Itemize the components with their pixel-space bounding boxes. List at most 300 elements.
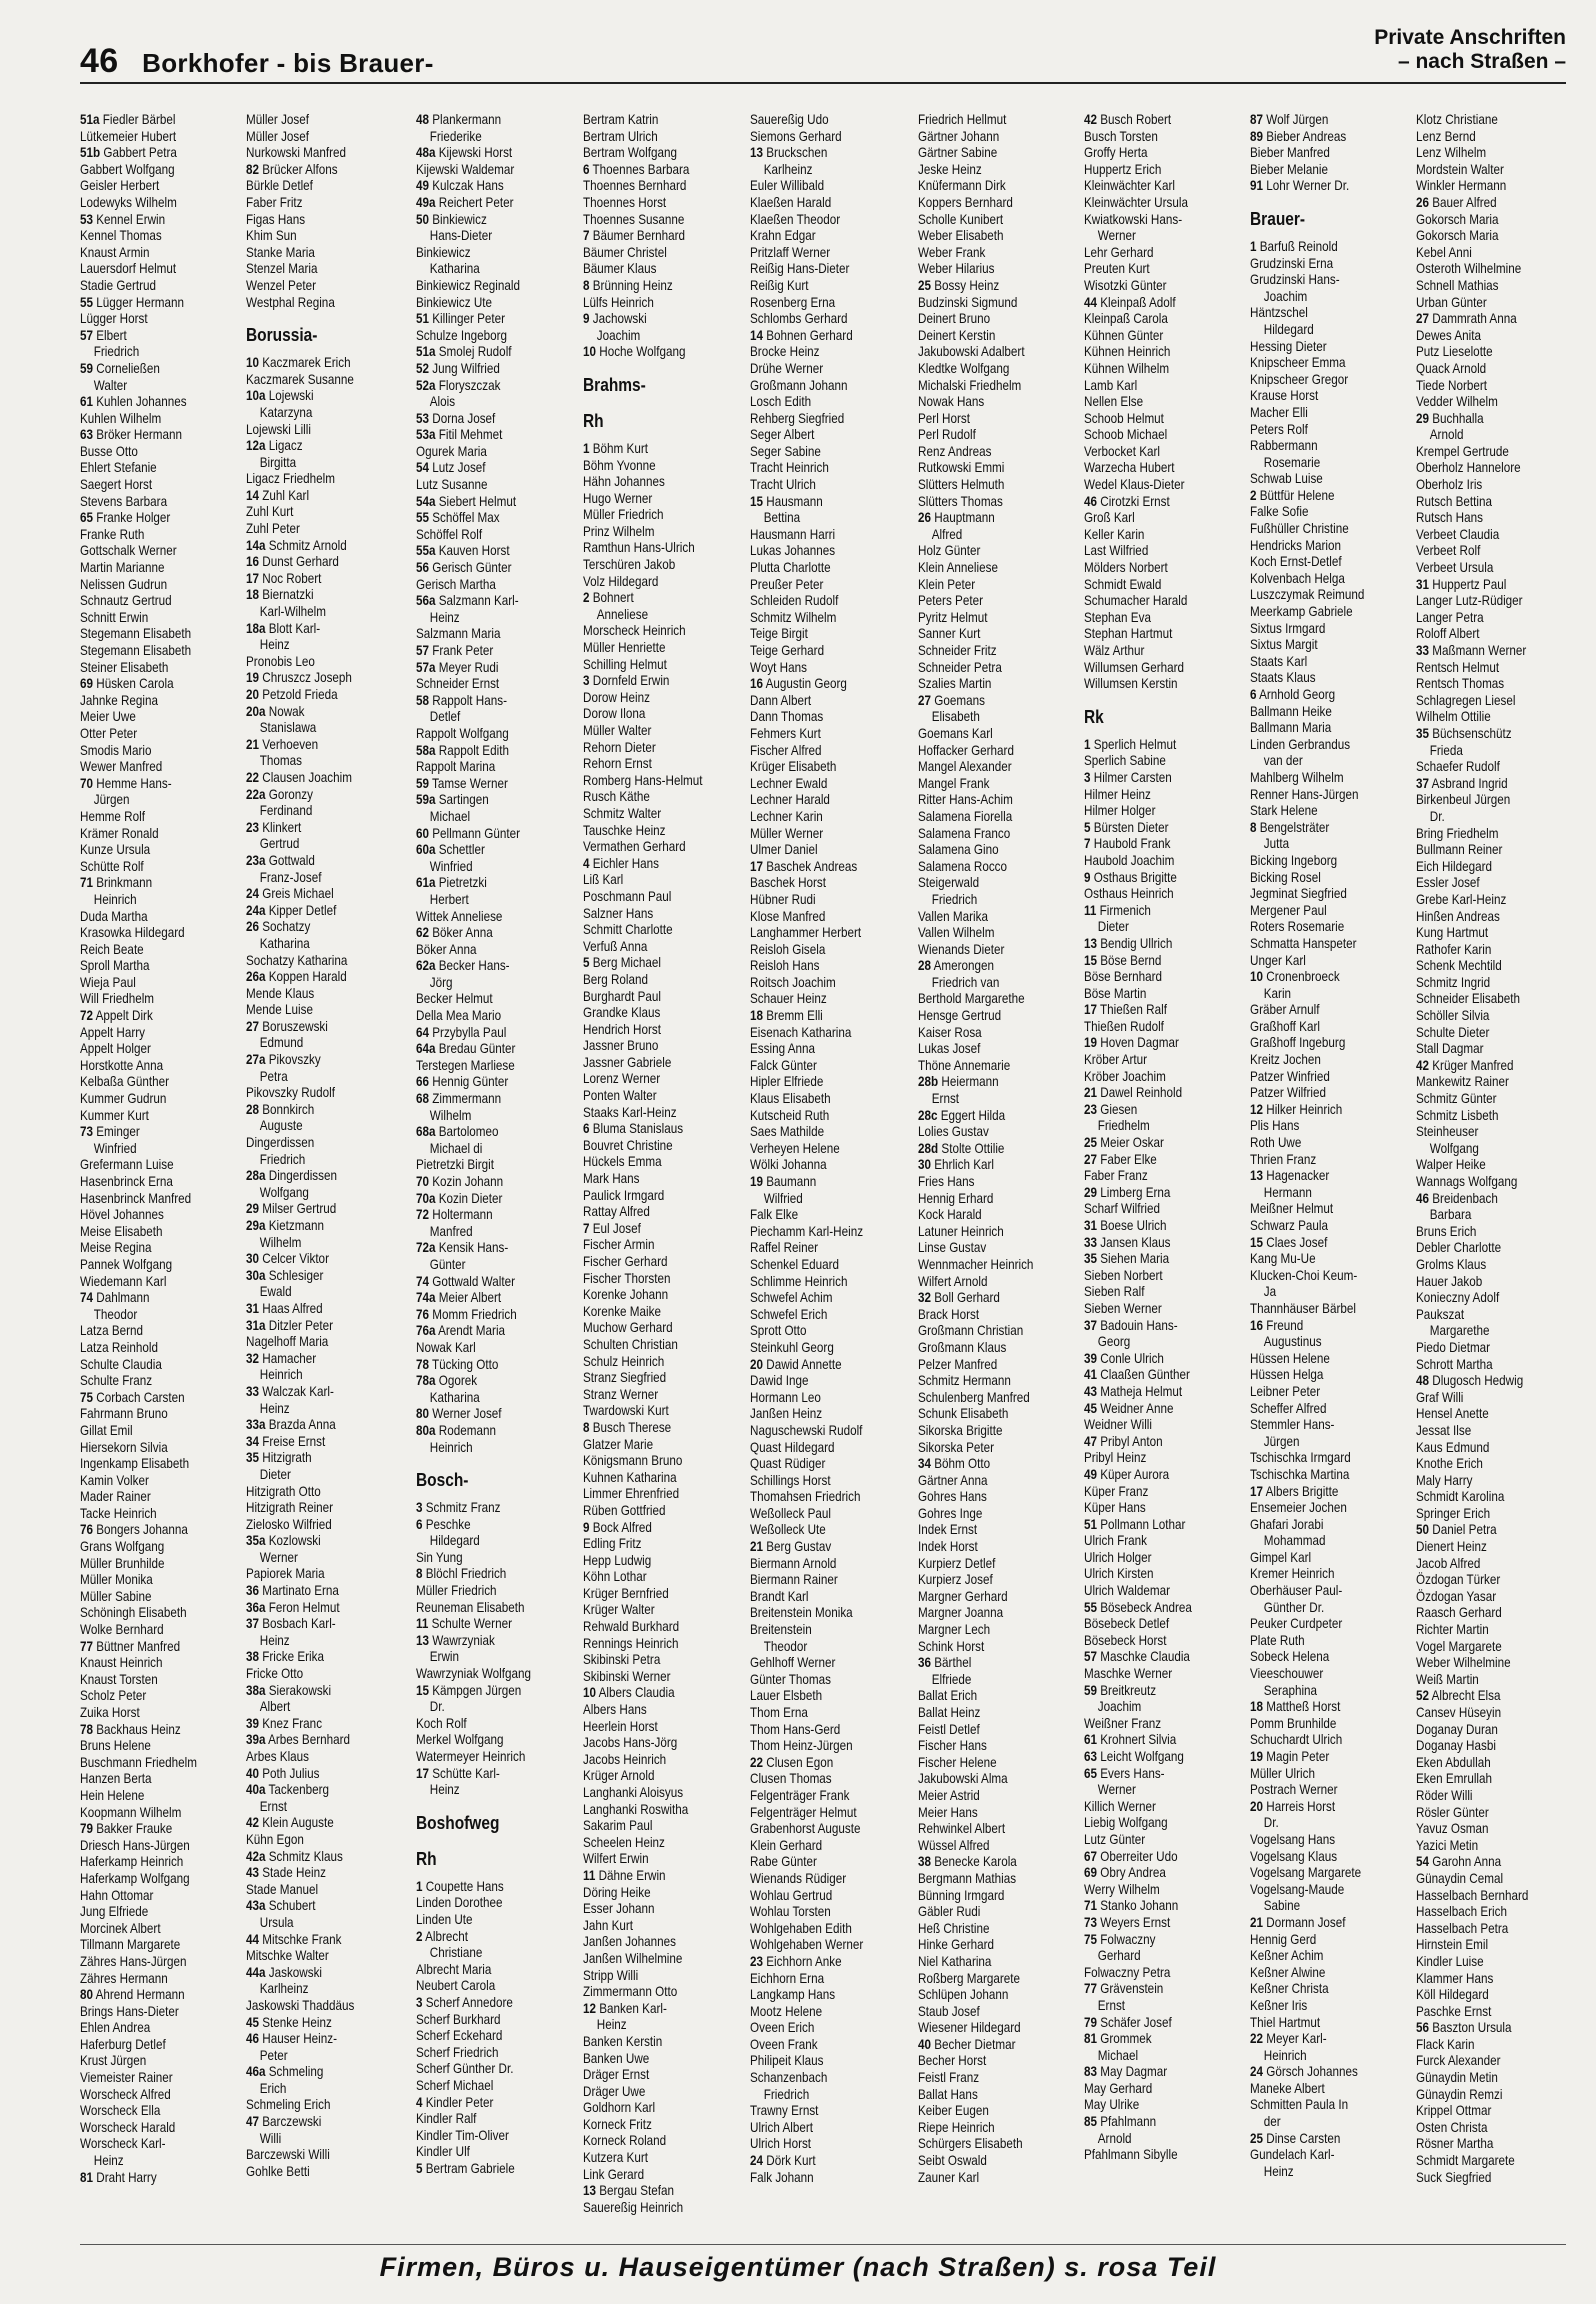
resident-entry: Wiedemann Karl — [80, 1273, 167, 1289]
house-number: 68 — [416, 1091, 430, 1107]
resident-entry: Gerisch Martha — [416, 576, 496, 592]
resident-entry: Döring Heike — [583, 1884, 651, 1900]
resident-entry: 27 Faber Elke — [1084, 1151, 1157, 1167]
resident-entry: 24 Greis Michael — [246, 886, 334, 902]
resident-entry: Falk Elke — [750, 1207, 799, 1223]
resident-entry: Schlagregen Liesel — [1416, 692, 1516, 708]
resident-entry: Hemme Rolf — [80, 808, 145, 824]
resident-entry: Pomm Brunhilde — [1250, 1715, 1337, 1731]
entry-continuation: Theodor — [93, 1306, 138, 1322]
resident-entry: Schmitz Günter — [1416, 1091, 1497, 1107]
resident-entry: Langhammer Herbert — [750, 925, 862, 941]
resident-entry: Trawny Ernst — [750, 2103, 819, 2119]
resident-entry: Köhn Lothar — [583, 1569, 647, 1585]
resident-entry: 22 Clusen Egon — [750, 1754, 834, 1770]
entry-continuation: Heinz — [429, 1782, 460, 1798]
resident-entry: Klaeßen Theodor — [750, 211, 841, 227]
resident-entry: 29 Milser Gertrud — [246, 1201, 337, 1217]
resident-entry: Vermathen Gerhard — [583, 839, 686, 855]
resident-entry: Latza Bernd — [80, 1323, 144, 1339]
resident-entry: Martin Marianne — [80, 560, 165, 576]
resident-entry: Schillings Horst — [750, 1472, 831, 1488]
resident-entry: Indek Horst — [918, 1539, 978, 1555]
resident-entry: 28b Heiermann — [918, 1074, 999, 1090]
resident-entry: 18 Mattheß Horst — [1250, 1699, 1341, 1715]
resident-entry: Reich Beate — [80, 941, 144, 957]
resident-entry: Schmitz Lisbeth — [1416, 1107, 1499, 1123]
resident-entry: 34 Freise Ernst — [246, 1433, 326, 1449]
resident-entry: Graf Willi — [1416, 1389, 1464, 1405]
resident-entry: Weidner Willi — [1084, 1417, 1152, 1433]
resident-entry: Wewer Manfred — [80, 759, 163, 775]
entry-continuation: Karlheinz — [259, 1981, 309, 1997]
resident-entry: Eich Hildegard — [1416, 858, 1493, 874]
entry-continuation: Alois — [429, 394, 456, 410]
resident-entry: 28c Eggert Hilda — [918, 1107, 1006, 1123]
resident-entry: 6 Thoennes Barbara — [583, 161, 690, 177]
house-number: 77 — [80, 1638, 94, 1654]
resident-entry: Stanke Maria — [246, 244, 315, 260]
resident-entry: Thoennes Horst — [583, 194, 667, 210]
house-number: 45 — [246, 2014, 260, 2030]
house-number: 48 — [1416, 1373, 1430, 1389]
resident-entry: Häntzschel — [1250, 305, 1308, 321]
entry-continuation: Katharina — [259, 935, 310, 951]
house-number: 13 — [583, 2183, 597, 2199]
resident-entry: Schöffel Rolf — [416, 526, 483, 542]
resident-entry: Thom Hans-Gerd — [750, 1721, 841, 1737]
resident-entry: 33 Walczak Karl- — [246, 1383, 334, 1399]
resident-entry: Jegminat Siegfried — [1250, 886, 1347, 902]
house-number: 59a — [416, 792, 436, 808]
resident-entry: Meerkamp Gabriele — [1250, 604, 1353, 620]
resident-entry: Röder Willi — [1416, 1787, 1473, 1803]
resident-entry: Lodewyks Wilhelm — [80, 194, 177, 210]
resident-entry: Groffy Herta — [1084, 145, 1148, 161]
entry-continuation: Jürgen — [93, 792, 130, 808]
resident-entry: Paukszat — [1416, 1306, 1465, 1322]
house-number: 5 — [1084, 819, 1091, 835]
resident-entry: Kaiser Rosa — [918, 1024, 982, 1040]
house-number: 4 — [583, 855, 590, 871]
entry-continuation: Ursula — [259, 1914, 294, 1930]
house-number: 18 — [246, 587, 260, 603]
resident-entry: Mangel Frank — [918, 775, 990, 791]
directory-column — [416, 112, 576, 2177]
resident-entry: Gäbler Rudi — [918, 1904, 981, 1920]
resident-entry: Roitsch Joachim — [750, 974, 836, 990]
resident-entry: Latza Reinhold — [80, 1339, 159, 1355]
resident-entry: Meier Astrid — [918, 1787, 980, 1803]
resident-entry: Rehorn Dieter — [583, 739, 656, 755]
resident-entry: Felgenträger Helmut — [750, 1804, 857, 1820]
resident-entry: Gottschalk Werner — [80, 543, 177, 559]
house-number: 30 — [246, 1251, 260, 1267]
resident-entry: 63 Bröker Hermann — [80, 427, 183, 443]
resident-entry: 58a Rappolt Edith — [416, 742, 509, 758]
house-number: 6 — [416, 1516, 423, 1532]
entry-continuation: Jürgen — [1263, 1433, 1300, 1449]
resident-entry: 27 Goemans — [918, 692, 985, 708]
resident-entry: Binkiewicz Reginald — [416, 277, 520, 293]
house-number: 12 — [583, 2000, 597, 2016]
resident-entry: Heß Christine — [918, 1920, 990, 1936]
resident-entry: Mankewitz Rainer — [1416, 1074, 1509, 1090]
resident-entry: 48 Dlugosch Hedwig — [1416, 1373, 1524, 1389]
resident-entry: 71 Stanko Johann — [1084, 1898, 1179, 1914]
house-number: 23 — [1084, 1101, 1098, 1117]
footer-rule — [80, 2244, 1566, 2245]
house-number: 9 — [583, 311, 590, 327]
resident-entry: Oveen Frank — [750, 2036, 818, 2052]
resident-entry: Hirnstein Emil — [1416, 1937, 1489, 1953]
house-number: 81 — [1084, 2031, 1098, 2047]
resident-entry: 45 Weidner Anne — [1084, 1400, 1174, 1416]
resident-entry: Müller Henriette — [583, 640, 666, 656]
house-number: 17 — [750, 858, 764, 874]
resident-entry: Haubold Joachim — [1084, 852, 1175, 868]
house-number: 16 — [1250, 1317, 1264, 1333]
resident-entry: 37 Asbrand Ingrid — [1416, 775, 1508, 791]
resident-entry: 8 Bengelsträter — [1250, 819, 1330, 835]
resident-entry: Fischer Alfred — [750, 742, 822, 758]
resident-entry: Stripp Willi — [583, 1967, 639, 1983]
resident-entry: 56 Gerisch Günter — [416, 560, 512, 576]
resident-entry: Graßhoff Ingeburg — [1250, 1035, 1346, 1051]
house-number: 18a — [246, 620, 266, 636]
resident-entry: 14a Schmitz Arnold — [246, 537, 347, 553]
house-number: 33 — [1084, 1234, 1098, 1250]
directory-column — [80, 112, 240, 2186]
resident-entry: Klaus Elisabeth — [750, 1091, 831, 1107]
resident-entry: 31 Huppertz Paul — [1416, 576, 1507, 592]
resident-entry: Krüger Arnold — [583, 1768, 655, 1784]
entry-continuation: Jutta — [1263, 836, 1290, 852]
resident-entry: Yavuz Osman — [1416, 1821, 1489, 1837]
resident-entry: Schulenberg Manfred — [918, 1389, 1030, 1405]
resident-entry: Ballmann Heike — [1250, 703, 1332, 719]
resident-entry: Hasselbach Petra — [1416, 1920, 1509, 1936]
resident-entry: 82 Brücker Alfons — [246, 161, 338, 177]
resident-entry: Oveen Erich — [750, 2020, 815, 2036]
resident-entry: Leibner Peter — [1250, 1383, 1321, 1399]
resident-entry: Kijewski Waldemar — [416, 161, 515, 177]
resident-entry: Lauersdorf Helmut — [80, 261, 177, 277]
resident-entry: Dräger Ernst — [583, 2067, 650, 2083]
house-number: 27 — [918, 692, 932, 708]
resident-entry: Maneke Albert — [1250, 2080, 1325, 2096]
resident-entry: Thrien Franz — [1250, 1151, 1317, 1167]
resident-entry: Stall Dagmar — [1416, 1041, 1484, 1057]
entry-continuation: Günther Dr. — [1263, 1599, 1325, 1615]
house-number: 22 — [750, 1754, 764, 1770]
house-number: 66 — [416, 1074, 430, 1090]
resident-entry: Worscheck Karl- — [80, 2136, 166, 2152]
resident-entry: 26 Sochatzy — [246, 919, 311, 935]
resident-entry: 15 Böse Bernd — [1084, 952, 1162, 968]
resident-entry: Merkel Wolfgang — [416, 1732, 504, 1748]
entry-continuation: Gertrud — [259, 836, 300, 852]
resident-entry: Worscheck Harald — [80, 2119, 176, 2135]
entry-continuation: Elfriede — [931, 1671, 972, 1687]
resident-entry: Stephan Eva — [1084, 609, 1151, 625]
entry-continuation: Detlef — [429, 709, 461, 725]
house-number: 7 — [583, 1220, 590, 1236]
resident-entry: 8 Busch Therese — [583, 1419, 672, 1435]
house-number: 17 — [246, 570, 260, 586]
resident-entry: Vieeschouwer — [1250, 1666, 1324, 1682]
resident-entry: 36 Bärthel — [918, 1655, 972, 1671]
resident-entry: Bösebeck Horst — [1084, 1632, 1167, 1648]
resident-entry: 9 Bock Alfred — [583, 1519, 652, 1535]
resident-entry: Hensel Anette — [1416, 1406, 1489, 1422]
resident-entry: Albers Hans — [583, 1702, 647, 1718]
resident-entry: Fricke Otto — [246, 1666, 304, 1682]
resident-entry: 59 Corneließen — [80, 360, 160, 376]
resident-entry: 43 Stade Heinz — [246, 1865, 326, 1881]
house-number: 1 — [416, 1878, 423, 1894]
resident-entry: Kelbaßa Günther — [80, 1074, 170, 1090]
resident-entry: Kindler Tim-Oliver — [416, 2127, 509, 2143]
resident-entry: 5 Berg Michael — [583, 955, 661, 971]
resident-entry: Müller Friedrich — [583, 507, 664, 523]
resident-entry: Geisler Herbert — [80, 178, 160, 194]
resident-entry: Grabenhorst Auguste — [750, 1821, 861, 1837]
entry-continuation: Friedrich van — [931, 974, 1000, 990]
resident-entry: 42 Klein Auguste — [246, 1815, 334, 1831]
resident-entry: 36 Martinato Erna — [246, 1583, 339, 1599]
resident-entry: Slütters Helmuth — [918, 477, 1005, 493]
resident-entry: Stranz Werner — [583, 1386, 659, 1402]
entry-continuation: Margarethe — [1429, 1323, 1490, 1339]
resident-entry: Ulrich Albert — [750, 2119, 814, 2135]
resident-entry: Stevens Barbara — [80, 493, 168, 509]
resident-entry: Roloff Albert — [1416, 626, 1480, 642]
resident-entry: Friedrich Hellmut — [918, 112, 1007, 127]
house-number: 28 — [918, 958, 932, 974]
house-number: 64 — [416, 1024, 430, 1040]
house-number: 30 — [918, 1157, 932, 1173]
resident-entry: Schnautz Gertrud — [80, 593, 172, 609]
resident-entry: Vogelsang-Maude — [1250, 1881, 1345, 1897]
resident-entry: 64a Bredau Günter — [416, 1041, 516, 1057]
resident-entry: 74 Dahlmann — [80, 1290, 150, 1306]
resident-entry: 13 Bergau Stefan — [583, 2183, 675, 2199]
resident-entry: Grudzinski Erna — [1250, 255, 1334, 271]
resident-entry: Schulten Christian — [583, 1336, 678, 1352]
resident-entry: Roßberg Margarete — [918, 1970, 1021, 1986]
resident-entry: Kremer Heinrich — [1250, 1566, 1335, 1582]
resident-entry: Kaczmarek Susanne — [246, 371, 354, 387]
house-number: 37 — [246, 1616, 260, 1632]
resident-entry: Biermann Arnold — [750, 1555, 837, 1571]
resident-entry: 71 Brinkmann — [80, 875, 153, 891]
resident-entry: 80 Werner Josef — [416, 1406, 502, 1422]
house-number: 57 — [80, 327, 94, 343]
house-number: 51b — [80, 145, 101, 161]
house-number: 61 — [1084, 1732, 1098, 1748]
resident-entry: 51a Smolej Rudolf — [416, 344, 512, 360]
resident-entry: Kurpierz Josef — [918, 1572, 993, 1588]
resident-entry: 29 Limberg Erna — [1084, 1184, 1171, 1200]
resident-entry: Franke Ruth — [80, 526, 145, 542]
house-number: 29 — [1084, 1184, 1098, 1200]
house-number: 14 — [750, 327, 764, 343]
resident-entry: Schenkel Eduard — [750, 1256, 840, 1272]
resident-entry: 72 Holtermann — [416, 1207, 493, 1223]
house-number: 19 — [1084, 1035, 1098, 1051]
resident-entry: 19 Hoven Dagmar — [1084, 1035, 1179, 1051]
resident-entry: Krämer Ronald — [80, 825, 159, 841]
resident-entry: Eichhorn Erna — [750, 1970, 825, 1986]
resident-entry: Wawrzyniak Wolfgang — [416, 1666, 532, 1682]
resident-entry: Wiesener Hildegard — [918, 2020, 1021, 2036]
header-rule — [80, 82, 1566, 84]
house-number: 8 — [583, 1419, 590, 1435]
resident-entry: Krasowka Hildegard — [80, 925, 185, 941]
resident-entry: Thom Erna — [750, 1705, 808, 1720]
resident-entry: Rüben Gottfried — [583, 1502, 666, 1518]
resident-entry: Muchow Gerhard — [583, 1320, 673, 1336]
house-number: 38 — [246, 1649, 260, 1665]
resident-entry: Peters Peter — [918, 593, 983, 609]
house-number: 6 — [1250, 687, 1257, 702]
entry-continuation: Friedrich — [259, 1151, 306, 1167]
house-number: 48 — [416, 112, 430, 127]
resident-entry: Zimmermann Otto — [583, 1984, 678, 2000]
resident-entry: Böhm Yvonne — [583, 457, 656, 473]
resident-entry: 7 Eul Josef — [583, 1220, 641, 1236]
resident-entry: Vallen Wilhelm — [918, 925, 995, 941]
resident-entry: 68a Bartolomeo — [416, 1124, 499, 1140]
house-number: 56 — [416, 560, 430, 576]
resident-entry: 17 Noc Robert — [246, 570, 322, 586]
entry-continuation: Walter — [93, 377, 128, 393]
resident-entry: Woyt Hans — [750, 659, 807, 675]
resident-entry: Knipscheer Gregor — [1250, 371, 1349, 387]
resident-entry: Pritzlaff Werner — [750, 244, 831, 260]
resident-entry: Thöne Annemarie — [918, 1057, 1011, 1073]
house-number: 34 — [246, 1433, 260, 1449]
entry-continuation: Rosemarie — [1263, 454, 1321, 470]
resident-entry: Bouvret Christine — [583, 1137, 673, 1153]
resident-entry: Hendricks Marion — [1250, 537, 1341, 553]
house-number: 38a — [246, 1682, 266, 1698]
resident-entry: 56a Salzmann Karl- — [416, 593, 519, 609]
house-number: 57 — [1084, 1649, 1098, 1665]
resident-entry: 31 Haas Alfred — [246, 1300, 323, 1316]
resident-entry: Feistl Detlef — [918, 1721, 980, 1737]
house-number: 76a — [416, 1323, 436, 1339]
resident-entry: Kennel Thomas — [80, 228, 162, 244]
resident-entry: 10a Lojewski — [246, 388, 314, 404]
house-number: 69 — [80, 676, 94, 692]
resident-entry: Kwiatkowski Hans- — [1084, 211, 1183, 227]
resident-entry: Langer Lutz-Rüdiger — [1416, 593, 1523, 609]
resident-entry: Vogel Margarete — [1416, 1638, 1502, 1654]
resident-entry: 28 Bonnkirch — [246, 1101, 315, 1117]
house-number: 17 — [416, 1765, 430, 1781]
resident-entry: Hinßen Andreas — [1416, 908, 1500, 924]
resident-entry: Tauschke Heinz — [583, 822, 666, 838]
resident-entry: Ballat Erich — [918, 1688, 978, 1704]
resident-entry: Lehr Gerhard — [1084, 244, 1154, 260]
resident-entry: Warzecha Hubert — [1084, 460, 1175, 476]
resident-entry: Saegert Horst — [80, 477, 153, 493]
house-number: 46 — [1416, 1190, 1430, 1206]
resident-entry: Indek Ernst — [918, 1522, 978, 1538]
house-number: 25 — [1084, 1135, 1098, 1151]
house-number: 50 — [1416, 1522, 1430, 1538]
resident-entry: Haferkamp Heinrich — [80, 1854, 184, 1870]
resident-entry: Breitenstein Monika — [750, 1605, 853, 1621]
resident-entry: 79 Bakker Frauke — [80, 1821, 173, 1837]
resident-entry: Schnitt Erwin — [80, 609, 149, 625]
resident-entry: Salamena Rocco — [918, 858, 1008, 874]
resident-entry: 4 Kindler Peter — [416, 2094, 494, 2110]
resident-entry: Krüger Elisabeth — [750, 759, 837, 775]
resident-entry: Fahrmann Bruno — [80, 1406, 168, 1422]
resident-entry: 33a Brazda Anna — [246, 1417, 336, 1433]
house-number: 44 — [246, 1931, 260, 1947]
resident-entry: Osteroth Wilhelmine — [1416, 261, 1522, 277]
house-number: 45 — [1084, 1400, 1098, 1416]
resident-entry: Hiersekorn Silvia — [80, 1439, 168, 1455]
resident-entry: Meier Uwe — [80, 709, 136, 725]
resident-entry: Gräber Arnulf — [1250, 1002, 1320, 1018]
resident-entry: Schneider Fritz — [918, 643, 997, 658]
resident-entry: 6 Peschke — [416, 1516, 471, 1532]
resident-entry: Hitzigrath Reiner — [246, 1500, 334, 1516]
resident-entry: Konieczny Adolf — [1416, 1290, 1500, 1306]
resident-entry: Klein Anneliese — [918, 560, 998, 576]
house-number: 72a — [416, 1240, 436, 1256]
resident-entry: Lojewski Lilli — [246, 421, 311, 437]
house-number: 24a — [246, 902, 266, 918]
resident-entry: 38 Fricke Erika — [246, 1649, 324, 1665]
house-number: 55 — [416, 510, 430, 526]
house-number: 21 — [1250, 1914, 1264, 1930]
resident-entry: Klein Peter — [918, 576, 976, 592]
resident-entry: Keller Karin — [1084, 526, 1145, 542]
resident-entry: Jakubowski Alma — [918, 1771, 1008, 1787]
resident-entry: Ehlert Stefanie — [80, 460, 157, 476]
resident-entry: 72a Kensik Hans- — [416, 1240, 509, 1256]
resident-entry: Kuhlen Wilhelm — [80, 410, 162, 426]
house-number: 55 — [80, 294, 94, 310]
resident-entry: Müller Brunhilde — [80, 1555, 165, 1571]
resident-entry: Günaydin Cemal — [1416, 1870, 1504, 1886]
resident-entry: Macher Elli — [1250, 404, 1308, 420]
resident-entry: 51b Gabbert Petra — [80, 145, 177, 161]
resident-entry: Bertram Wolfgang — [583, 145, 678, 161]
street-heading: Boshofweg — [416, 1812, 500, 1833]
resident-entry: 10 Kaczmarek Erich — [246, 355, 351, 371]
resident-entry: Günter Thomas — [750, 1671, 832, 1687]
resident-entry: Rehorn Ernst — [583, 756, 652, 772]
resident-entry: Neubert Carola — [416, 1978, 496, 1994]
entry-continuation: Petra — [259, 1068, 288, 1084]
resident-entry: Bullmann Reiner — [1416, 842, 1503, 858]
resident-entry: Biermann Rainer — [750, 1572, 838, 1588]
resident-entry: Groß Karl — [1084, 510, 1135, 526]
resident-entry: Tacke Heinrich — [80, 1505, 157, 1521]
resident-entry: Rehwinkel Albert — [918, 1821, 1006, 1837]
resident-entry: Jakubowski Adalbert — [918, 344, 1025, 360]
house-number: 40 — [918, 2036, 932, 2052]
resident-entry: Kaus Edmund — [1416, 1439, 1490, 1455]
resident-entry: 23 Giesen — [1084, 1101, 1138, 1117]
